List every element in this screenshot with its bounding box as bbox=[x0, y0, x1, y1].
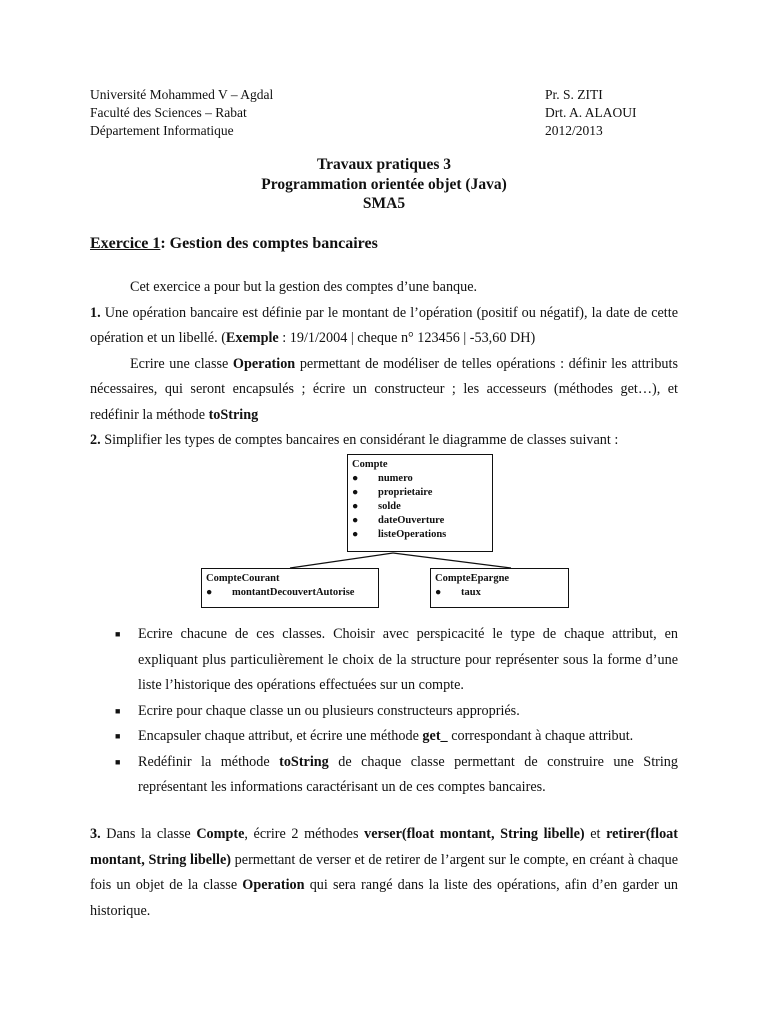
line-to-compte-courant bbox=[290, 553, 393, 568]
exercise-title: : Gestion des comptes bancaires bbox=[160, 235, 378, 252]
question-3-section bbox=[90, 822, 678, 924]
operation-class-name: Operation bbox=[242, 877, 305, 893]
class-name-compte-epargne: CompteEpargne bbox=[435, 573, 510, 584]
q2-number: 2. bbox=[90, 432, 101, 448]
square-bullet-icon: ■ bbox=[115, 731, 121, 741]
class-name-compte-courant: CompteCourant bbox=[206, 573, 280, 584]
header-assistant: Drt. A. ALAOUI bbox=[545, 105, 637, 120]
verser-method: verser(float montant, String libelle) bbox=[364, 826, 585, 842]
attr-liste-operations: listeOperations bbox=[378, 529, 447, 540]
exercise-number: Exercice 1 bbox=[90, 235, 161, 252]
intro-section bbox=[90, 275, 678, 454]
q3-number: 3. bbox=[90, 826, 101, 842]
header-institution bbox=[90, 86, 273, 140]
attr-date-ouverture: dateOuverture bbox=[378, 515, 445, 526]
header-faculty: Faculté des Sciences – Rabat bbox=[90, 105, 247, 120]
example-label: Exemple bbox=[225, 330, 279, 346]
bullet-icon: ● bbox=[352, 501, 359, 512]
title-tp: Travaux pratiques 3 bbox=[316, 156, 452, 173]
bullet-icon: ● bbox=[352, 515, 359, 526]
class-box-compte-courant bbox=[201, 568, 379, 608]
question-1: 1. Une opération bancaire est définie par le montant de l’opération (positif ou négatif), la date de cette opération et un libellé. (Exemple : 19/1/2004 | cheque n° 123456 | -53,60 DH) bbox=[90, 304, 678, 346]
retirer-method: retirer(float montant, String libelle) bbox=[90, 826, 679, 868]
line-to-compte-epargne bbox=[393, 553, 511, 568]
header-department: Département Informatique bbox=[90, 123, 234, 138]
title-class: SMA5 bbox=[362, 195, 406, 212]
question-3: 3. Dans la classe Compte, écrire 2 méthodes verser(float montant, String libelle) et retirer(float montant, String libelle) permettant de verser et de retirer de l’argent sur le compte, en créant à chaque fois un objet de la classe Operation qui sera rangé dans la liste des opérations, afin d’en garder un historique. bbox=[90, 826, 679, 919]
list-item: ■ Ecrire chacune de ces classes. Choisir avec perspicacité le type de chaque attribut, en expliquant plus particulièrement le choix de la structure pour représenter sous la forme d’une liste l’historique des opérations effectuées sur un compte. bbox=[115, 622, 678, 699]
compte-class-name: Compte bbox=[196, 826, 245, 842]
list-item: ■ Redéfinir la méthode toString de chaque classe permettant de construire une String représentant les informations caractérisant un de ces comptes bancaires. bbox=[115, 750, 678, 801]
class-box-compte bbox=[347, 454, 493, 552]
attr-numero: numero bbox=[378, 473, 413, 484]
list-item: ■ Ecrire pour chaque classe un ou plusieurs constructeurs appropriés. bbox=[115, 699, 678, 725]
bullet-icon: ● bbox=[206, 587, 213, 598]
attr-proprietaire: proprietaire bbox=[378, 487, 433, 498]
header-professor: Pr. S. ZITI bbox=[545, 87, 603, 102]
get-method: get_ bbox=[422, 728, 448, 744]
bullet-icon: ● bbox=[435, 587, 442, 598]
square-bullet-icon: ■ bbox=[115, 629, 121, 639]
tostring-method: toString bbox=[279, 753, 329, 770]
class-diagram bbox=[195, 454, 575, 614]
attr-montant-decouvert: montantDecouvertAutorise bbox=[232, 587, 355, 598]
list-item: ■ Encapsuler chaque attribut, et écrire une méthode get_ correspondant à chaque attribut. bbox=[115, 724, 678, 750]
header-authors bbox=[545, 86, 637, 140]
tostring-method: toString bbox=[208, 406, 259, 423]
class-name-compte: Compte bbox=[352, 459, 388, 470]
bullet-icon: ● bbox=[352, 529, 359, 540]
attr-solde: solde bbox=[378, 501, 401, 512]
square-bullet-icon: ■ bbox=[115, 705, 121, 716]
bullet-icon: ● bbox=[352, 487, 359, 498]
title-course: Programmation orientée objet (Java) bbox=[261, 175, 507, 193]
operation-class-name: Operation bbox=[232, 355, 296, 372]
document-title bbox=[0, 155, 768, 214]
exercise-heading bbox=[90, 235, 378, 253]
q1-number: 1. bbox=[90, 304, 101, 321]
question-2: 2. Simplifier les types de comptes bancaires en considérant le diagramme de classes suivant : bbox=[90, 432, 619, 448]
question-1-task: Ecrire une classe Operation permettant de modéliser de telles opérations : définir les attributs nécessaires, qui seront encapsulés ; écrire un constructeur ; les accesseurs (méthodes get…), et redéfinir la méthode toString bbox=[90, 355, 678, 423]
header-university: Université Mohammed V – Agdal bbox=[90, 87, 274, 102]
bullet-icon: ● bbox=[352, 473, 359, 484]
header-year: 2012/2013 bbox=[545, 123, 603, 138]
instructions-list bbox=[115, 622, 678, 801]
square-bullet-icon: ■ bbox=[115, 756, 121, 767]
intro-paragraph: Cet exercice a pour but la gestion des comptes d’une banque. bbox=[130, 279, 478, 295]
attr-taux: taux bbox=[461, 587, 481, 598]
class-box-compte-epargne bbox=[430, 568, 569, 608]
